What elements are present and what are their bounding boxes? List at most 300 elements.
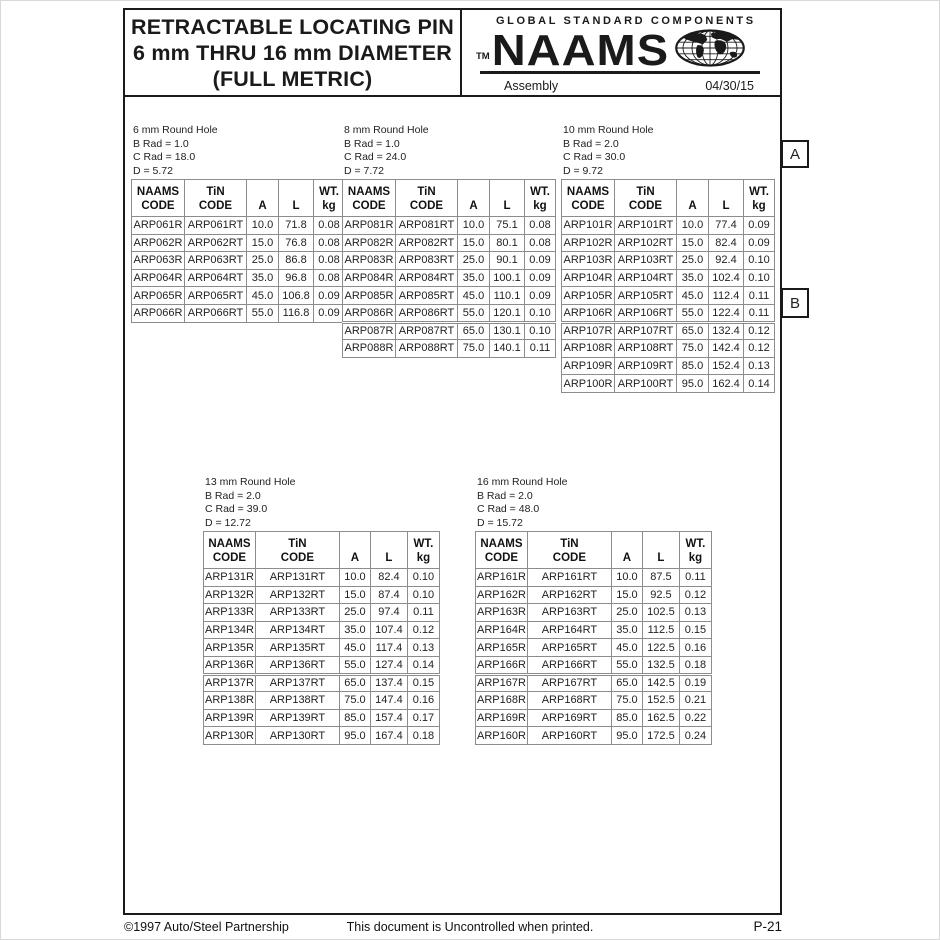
table-cell: 0.14	[407, 656, 439, 674]
table-cell: 35.0	[677, 269, 709, 287]
info-line: C Rad = 39.0	[205, 503, 268, 515]
table-cell: ARP163R	[476, 604, 528, 622]
table-cell: 55.0	[247, 304, 279, 322]
table-cell: 0.17	[407, 709, 439, 727]
table-cell: 140.1	[490, 340, 525, 358]
table-cell: 0.10	[525, 304, 556, 322]
table-cell: 10.0	[247, 217, 279, 235]
table-cell: 15.0	[339, 586, 370, 604]
table-cell: 0.24	[679, 727, 711, 745]
table-cell: 55.0	[339, 656, 370, 674]
table-cell: 25.0	[247, 252, 279, 270]
table-cell: 0.10	[525, 322, 556, 340]
info-line: B Rad = 2.0	[205, 489, 261, 502]
info-line: D = 7.72	[344, 164, 384, 177]
table-cell: ARP130R	[204, 727, 256, 745]
table-cell: 55.0	[611, 656, 642, 674]
table-cell: ARP165RT	[527, 639, 611, 657]
table-cell: 45.0	[247, 287, 279, 305]
table-cell: ARP100R	[562, 375, 615, 393]
table-block-8mm	[342, 124, 556, 358]
table-cell: 45.0	[339, 639, 370, 657]
table-cell: ARP084RT	[396, 269, 458, 287]
table-row	[132, 234, 345, 252]
column-header: TiN CODE	[185, 180, 247, 217]
table-cell: ARP106R	[562, 304, 615, 322]
table-row	[562, 287, 775, 305]
table-cell: ARP165R	[476, 639, 528, 657]
globe-icon	[674, 28, 746, 68]
table-cell: ARP105R	[562, 287, 615, 305]
table-cell: ARP139R	[204, 709, 256, 727]
table-cell: ARP105RT	[615, 287, 677, 305]
table-cell: 132.4	[709, 322, 744, 340]
table-cell: 35.0	[247, 269, 279, 287]
table-row	[476, 727, 712, 745]
table-cell: ARP064RT	[185, 269, 247, 287]
info-line: 13 mm Round Hole	[205, 476, 296, 488]
table-cell: 82.4	[709, 234, 744, 252]
table-row	[343, 304, 556, 322]
table-cell: 80.1	[490, 234, 525, 252]
table-cell: 102.4	[709, 269, 744, 287]
table-row	[562, 340, 775, 358]
table-cell: 87.5	[642, 569, 679, 587]
copyright-text: ©1997 Auto/Steel Partnership	[124, 920, 289, 934]
table-cell: ARP085RT	[396, 287, 458, 305]
table-cell: 65.0	[458, 322, 490, 340]
table-cell: ARP066RT	[185, 304, 247, 322]
table-cell: ARP162R	[476, 586, 528, 604]
uncontrolled-notice: This document is Uncontrolled when printed.	[346, 920, 594, 934]
column-header: TiN CODE	[255, 532, 339, 569]
table-cell: ARP063RT	[185, 252, 247, 270]
parts-table	[131, 179, 345, 323]
table-cell: ARP061R	[132, 217, 185, 235]
table-cell: ARP101RT	[615, 217, 677, 235]
column-header: L	[642, 532, 679, 569]
table-cell: ARP164R	[476, 621, 528, 639]
table-cell: ARP166RT	[527, 656, 611, 674]
table-row	[476, 656, 712, 674]
table-cell: 102.5	[642, 604, 679, 622]
table-row	[204, 586, 440, 604]
table-row	[204, 569, 440, 587]
table-row	[343, 287, 556, 305]
info-line: B Rad = 2.0	[563, 137, 619, 150]
table-row	[562, 304, 775, 322]
title-meta-row	[504, 79, 754, 93]
table-info	[344, 124, 556, 178]
table-cell: 0.09	[525, 287, 556, 305]
table-row	[204, 604, 440, 622]
table-cell: ARP081RT	[396, 217, 458, 235]
table-block-13mm	[203, 476, 440, 745]
header-row	[343, 180, 556, 217]
table-cell: 15.0	[458, 234, 490, 252]
table-cell: ARP134RT	[255, 621, 339, 639]
table-cell: 127.4	[370, 656, 407, 674]
table-block-10mm	[561, 124, 775, 393]
column-header: L	[370, 532, 407, 569]
table-cell: ARP160R	[476, 727, 528, 745]
table-cell: 172.5	[642, 727, 679, 745]
table-cell: ARP088R	[343, 340, 396, 358]
table-cell: ARP103R	[562, 252, 615, 270]
parts-table	[342, 179, 556, 358]
info-line: C Rad = 48.0	[477, 503, 540, 515]
table-cell: ARP063R	[132, 252, 185, 270]
parts-table	[203, 531, 440, 745]
info-line: 10 mm Round Hole	[563, 124, 654, 136]
table-cell: 25.0	[677, 252, 709, 270]
table-cell: 0.21	[679, 692, 711, 710]
info-line: C Rad = 24.0	[344, 151, 407, 163]
table-cell: 130.1	[490, 322, 525, 340]
table-cell: 107.4	[370, 621, 407, 639]
table-cell: ARP102RT	[615, 234, 677, 252]
info-line: B Rad = 2.0	[477, 489, 533, 502]
table-cell: 117.4	[370, 639, 407, 657]
table-cell: ARP138R	[204, 692, 256, 710]
table-cell: 10.0	[611, 569, 642, 587]
table-cell: ARP082RT	[396, 234, 458, 252]
table-cell: 10.0	[677, 217, 709, 235]
table-cell: ARP161R	[476, 569, 528, 587]
table-row	[562, 322, 775, 340]
table-cell: ARP102R	[562, 234, 615, 252]
table-row	[476, 674, 712, 692]
table-cell: 45.0	[611, 639, 642, 657]
table-cell: 15.0	[247, 234, 279, 252]
table-cell: ARP108RT	[615, 340, 677, 358]
table-cell: 0.11	[744, 287, 775, 305]
table-cell: 0.22	[679, 709, 711, 727]
table-row	[204, 727, 440, 745]
table-cell: 0.11	[679, 569, 711, 587]
table-cell: 137.4	[370, 674, 407, 692]
table-cell: ARP109R	[562, 357, 615, 375]
table-cell: 35.0	[611, 621, 642, 639]
header-row	[562, 180, 775, 217]
table-cell: ARP100RT	[615, 375, 677, 393]
table-cell: ARP104R	[562, 269, 615, 287]
table-cell: ARP081R	[343, 217, 396, 235]
table-cell: 75.0	[458, 340, 490, 358]
title-line-3: (FULL METRIC)	[212, 66, 373, 91]
table-info	[477, 476, 712, 530]
table-cell: ARP160RT	[527, 727, 611, 745]
table-cell: 87.4	[370, 586, 407, 604]
table-row	[343, 234, 556, 252]
table-cell: 45.0	[458, 287, 490, 305]
info-line: C Rad = 30.0	[563, 151, 626, 163]
table-cell: ARP101R	[562, 217, 615, 235]
table-cell: 0.15	[407, 674, 439, 692]
table-cell: 0.13	[679, 604, 711, 622]
table-cell: 0.11	[525, 340, 556, 358]
table-cell: ARP167RT	[527, 674, 611, 692]
table-cell: 0.10	[407, 586, 439, 604]
table-cell: ARP061RT	[185, 217, 247, 235]
column-header: L	[490, 180, 525, 217]
table-cell: ARP136R	[204, 656, 256, 674]
table-row	[204, 621, 440, 639]
table-cell: 0.08	[314, 252, 345, 270]
table-cell: 132.5	[642, 656, 679, 674]
info-line: C Rad = 18.0	[133, 151, 196, 163]
table-row	[343, 252, 556, 270]
info-line: D = 5.72	[133, 164, 173, 177]
column-header: A	[611, 532, 642, 569]
column-header: WT. kg	[744, 180, 775, 217]
table-cell: 110.1	[490, 287, 525, 305]
revision-date: 04/30/15	[705, 79, 754, 93]
table-cell: ARP134R	[204, 621, 256, 639]
table-cell: 0.09	[525, 252, 556, 270]
table-cell: 142.4	[709, 340, 744, 358]
column-header: NAAMS CODE	[343, 180, 396, 217]
zone-marker-a: A	[781, 140, 809, 168]
table-cell: ARP163RT	[527, 604, 611, 622]
page-title	[125, 10, 462, 95]
table-cell: ARP131R	[204, 569, 256, 587]
table-cell: 85.0	[677, 357, 709, 375]
table-cell: 147.4	[370, 692, 407, 710]
table-block-6mm	[131, 124, 345, 323]
table-cell: 15.0	[611, 586, 642, 604]
table-cell: ARP088RT	[396, 340, 458, 358]
table-cell: ARP066R	[132, 304, 185, 322]
column-header: NAAMS CODE	[132, 180, 185, 217]
table-cell: ARP133RT	[255, 604, 339, 622]
table-cell: ARP131RT	[255, 569, 339, 587]
table-cell: 162.4	[709, 375, 744, 393]
zone-marker-b: B	[781, 288, 809, 318]
table-cell: 92.5	[642, 586, 679, 604]
table-cell: 120.1	[490, 304, 525, 322]
column-header: A	[247, 180, 279, 217]
table-cell: 95.0	[611, 727, 642, 745]
table-cell: ARP132R	[204, 586, 256, 604]
table-cell: ARP167R	[476, 674, 528, 692]
table-block-16mm	[475, 476, 712, 745]
info-line: D = 12.72	[205, 516, 251, 529]
page-number: P-21	[753, 919, 782, 934]
table-row	[343, 340, 556, 358]
parts-table	[561, 179, 775, 393]
column-header: NAAMS CODE	[204, 532, 256, 569]
table-row	[476, 709, 712, 727]
table-cell: 55.0	[458, 304, 490, 322]
table-cell: 0.08	[314, 217, 345, 235]
table-cell: ARP107RT	[615, 322, 677, 340]
table-cell: 122.4	[709, 304, 744, 322]
table-row	[343, 269, 556, 287]
table-cell: 0.09	[314, 304, 345, 322]
info-line: 16 mm Round Hole	[477, 476, 568, 488]
info-line: D = 9.72	[563, 164, 603, 177]
table-cell: ARP168RT	[527, 692, 611, 710]
table-cell: ARP083R	[343, 252, 396, 270]
table-cell: 0.09	[314, 287, 345, 305]
table-cell: 152.4	[709, 357, 744, 375]
table-cell: 0.10	[407, 569, 439, 587]
info-line: 6 mm Round Hole	[133, 124, 218, 136]
table-cell: ARP168R	[476, 692, 528, 710]
table-cell: ARP104RT	[615, 269, 677, 287]
header-row	[204, 532, 440, 569]
table-cell: ARP164RT	[527, 621, 611, 639]
table-cell: ARP087RT	[396, 322, 458, 340]
table-cell: 0.16	[407, 692, 439, 710]
column-header: NAAMS CODE	[562, 180, 615, 217]
column-header: L	[279, 180, 314, 217]
table-row	[476, 586, 712, 604]
table-row	[132, 287, 345, 305]
table-cell: 95.0	[677, 375, 709, 393]
table-cell: 86.8	[279, 252, 314, 270]
table-row	[562, 217, 775, 235]
header-row	[132, 180, 345, 217]
table-cell: 0.13	[407, 639, 439, 657]
table-cell: 75.0	[677, 340, 709, 358]
table-row	[562, 269, 775, 287]
table-cell: 0.13	[744, 357, 775, 375]
table-cell: 112.4	[709, 287, 744, 305]
table-cell: 35.0	[339, 621, 370, 639]
table-cell: 0.19	[679, 674, 711, 692]
trademark-label: TM	[476, 51, 490, 62]
table-cell: 35.0	[458, 269, 490, 287]
table-row	[132, 252, 345, 270]
table-cell: 90.1	[490, 252, 525, 270]
table-cell: 0.16	[679, 639, 711, 657]
info-line: 8 mm Round Hole	[344, 124, 429, 136]
table-row	[204, 709, 440, 727]
table-cell: 25.0	[458, 252, 490, 270]
column-header: WT. kg	[679, 532, 711, 569]
table-cell: 0.09	[744, 217, 775, 235]
column-header: NAAMS CODE	[476, 532, 528, 569]
title-block	[125, 10, 780, 97]
category-label: Assembly	[504, 79, 559, 93]
table-row	[476, 569, 712, 587]
column-header: L	[709, 180, 744, 217]
table-cell: ARP133R	[204, 604, 256, 622]
table-cell: ARP107R	[562, 322, 615, 340]
table-cell: 0.09	[744, 234, 775, 252]
table-cell: 122.5	[642, 639, 679, 657]
table-cell: ARP139RT	[255, 709, 339, 727]
table-cell: 55.0	[677, 304, 709, 322]
table-cell: 0.09	[525, 269, 556, 287]
table-cell: ARP136RT	[255, 656, 339, 674]
table-cell: ARP169R	[476, 709, 528, 727]
table-cell: 0.18	[407, 727, 439, 745]
table-cell: ARP103RT	[615, 252, 677, 270]
info-line: D = 15.72	[477, 516, 523, 529]
table-cell: ARP132RT	[255, 586, 339, 604]
table-cell: 82.4	[370, 569, 407, 587]
table-cell: 65.0	[339, 674, 370, 692]
table-cell: 25.0	[611, 604, 642, 622]
column-header: WT. kg	[314, 180, 345, 217]
table-cell: ARP166R	[476, 656, 528, 674]
table-row	[476, 639, 712, 657]
header-row	[476, 532, 712, 569]
parts-table	[475, 531, 712, 745]
table-info	[563, 124, 775, 178]
table-cell: 0.08	[314, 234, 345, 252]
table-cell: ARP106RT	[615, 304, 677, 322]
table-cell: ARP086R	[343, 304, 396, 322]
table-cell: 96.8	[279, 269, 314, 287]
table-cell: 85.0	[611, 709, 642, 727]
table-cell: ARP135RT	[255, 639, 339, 657]
table-row	[343, 217, 556, 235]
table-cell: 0.10	[744, 269, 775, 287]
table-cell: 152.5	[642, 692, 679, 710]
column-header: TiN CODE	[396, 180, 458, 217]
table-cell: ARP084R	[343, 269, 396, 287]
brand-tagline: GLOBAL STANDARD COMPONENTS	[496, 15, 756, 27]
table-cell: ARP062R	[132, 234, 185, 252]
table-row	[562, 357, 775, 375]
title-line-2: 6 mm THRU 16 mm DIAMETER	[133, 40, 452, 65]
table-row	[343, 322, 556, 340]
table-cell: ARP137R	[204, 674, 256, 692]
table-cell: 106.8	[279, 287, 314, 305]
table-cell: 0.12	[407, 621, 439, 639]
table-row	[204, 656, 440, 674]
table-cell: ARP062RT	[185, 234, 247, 252]
table-row	[562, 252, 775, 270]
column-header: TiN CODE	[615, 180, 677, 217]
table-row	[132, 217, 345, 235]
table-cell: 0.12	[679, 586, 711, 604]
table-cell: 10.0	[458, 217, 490, 235]
table-cell: ARP108R	[562, 340, 615, 358]
table-cell: 0.10	[744, 252, 775, 270]
table-cell: ARP162RT	[527, 586, 611, 604]
table-cell: 25.0	[339, 604, 370, 622]
table-cell: ARP087R	[343, 322, 396, 340]
info-line: B Rad = 1.0	[344, 137, 400, 150]
brand-wordmark: NAAMS	[491, 25, 670, 75]
table-cell: 77.4	[709, 217, 744, 235]
table-cell: ARP135R	[204, 639, 256, 657]
table-cell: 0.11	[744, 304, 775, 322]
column-header: A	[339, 532, 370, 569]
table-row	[476, 621, 712, 639]
table-cell: ARP083RT	[396, 252, 458, 270]
table-cell: 10.0	[339, 569, 370, 587]
table-cell: 157.4	[370, 709, 407, 727]
table-cell: 167.4	[370, 727, 407, 745]
title-line-1: RETRACTABLE LOCATING PIN	[131, 14, 454, 39]
table-cell: 0.08	[525, 217, 556, 235]
table-row	[204, 692, 440, 710]
table-cell: ARP161RT	[527, 569, 611, 587]
table-cell: 0.11	[407, 604, 439, 622]
table-cell: 0.08	[314, 269, 345, 287]
table-cell: ARP065R	[132, 287, 185, 305]
table-cell: 162.5	[642, 709, 679, 727]
table-row	[132, 269, 345, 287]
table-cell: 97.4	[370, 604, 407, 622]
table-cell: ARP086RT	[396, 304, 458, 322]
